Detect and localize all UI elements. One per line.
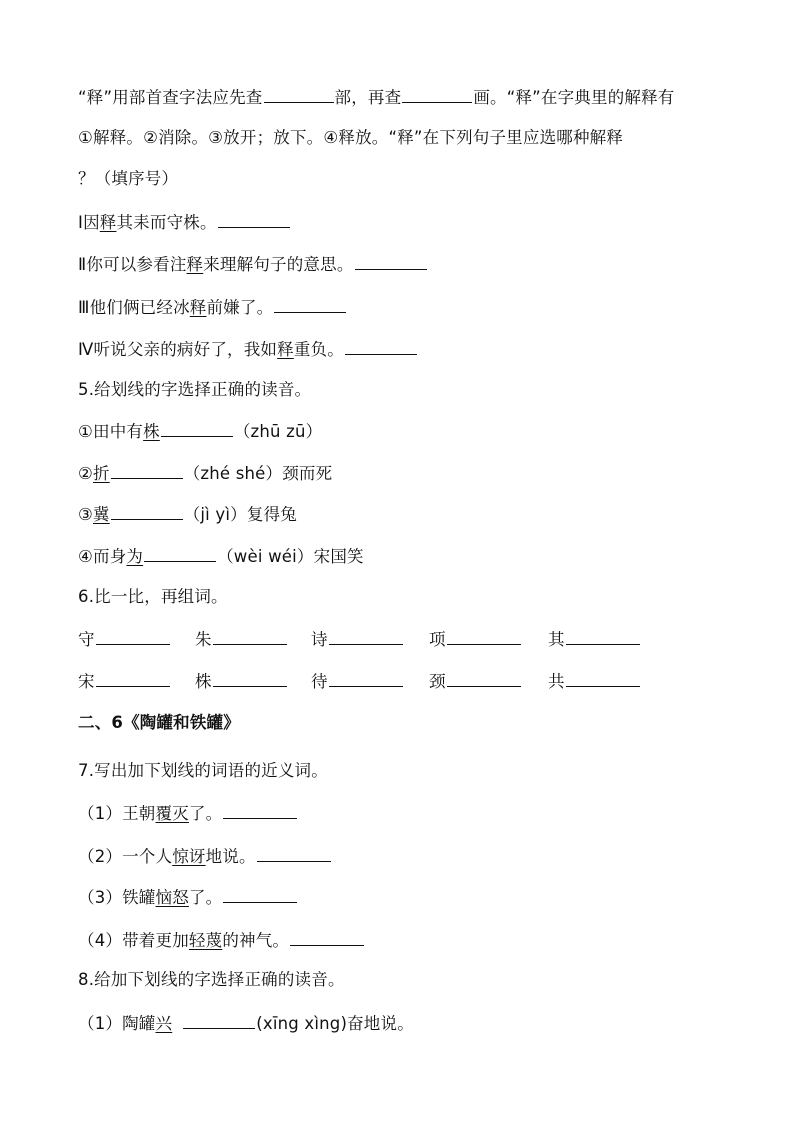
q6-word-blank[interactable] xyxy=(447,670,521,687)
q4-underlined-char: 释 xyxy=(99,213,117,232)
q5-underlined-char: 株 xyxy=(143,422,160,441)
q6-char: 朱 xyxy=(195,630,212,649)
q6-word-cell xyxy=(195,670,288,693)
q5-item-text: 颈而死 xyxy=(282,464,333,483)
q8-answer-blank[interactable] xyxy=(183,1012,255,1029)
q7-item-number: （2） xyxy=(78,847,123,866)
q6-char: 其 xyxy=(548,630,565,649)
q6-word-cell xyxy=(311,628,404,651)
q6-word-blank[interactable] xyxy=(329,670,403,687)
q6-char: 诗 xyxy=(311,630,328,649)
q5-item-text: 田中有 xyxy=(93,422,144,441)
q6-char: 待 xyxy=(311,672,328,691)
q4-item-1 xyxy=(78,211,291,234)
q5-answer-blank[interactable] xyxy=(111,503,183,520)
q6-word-cell xyxy=(548,628,641,651)
q7-item-1 xyxy=(78,802,298,825)
q8-item-text: 奋地说。 xyxy=(347,1014,414,1033)
q4-item-3 xyxy=(78,296,347,319)
q7-item-text: 王朝 xyxy=(122,804,156,823)
q5-underlined-char: 折 xyxy=(93,464,110,483)
q7-item-text: 一个人 xyxy=(122,847,173,866)
q6-word-cell xyxy=(429,628,522,651)
q4-item-number: Ⅱ xyxy=(78,255,87,274)
q6-word-cell xyxy=(78,628,171,651)
q6-word-blank[interactable] xyxy=(96,628,170,645)
q8-pinyin-options: (xīng xìng) xyxy=(256,1014,348,1033)
q7-item-text: 铁罐 xyxy=(122,888,156,907)
q7-item-number: （3） xyxy=(78,888,123,907)
q4-item-text: 来理解句子的意思。 xyxy=(203,255,354,274)
q4-blank-strokes[interactable] xyxy=(402,86,472,103)
q4-blank-radical[interactable] xyxy=(264,86,334,103)
q8-underlined-char: 兴 xyxy=(155,1014,173,1033)
q5-answer-blank[interactable] xyxy=(144,545,216,562)
q4-underlined-char: 释 xyxy=(189,298,207,317)
q6-word-cell xyxy=(311,670,404,693)
q5-item-text: 复得兔 xyxy=(246,505,297,524)
q7-item-text: 带着更加 xyxy=(122,931,189,950)
q6-word-blank[interactable] xyxy=(447,628,521,645)
q5-underlined-char: 冀 xyxy=(93,505,110,524)
q5-title: 5.给划线的字选择正确的读音。 xyxy=(78,380,312,399)
q4-answer-blank[interactable] xyxy=(345,338,417,355)
q6-title: 6.比一比，再组词。 xyxy=(78,587,228,606)
q5-answer-blank[interactable] xyxy=(161,420,233,437)
q5-item-4 xyxy=(78,545,364,568)
q4-item-text: 前嫌了。 xyxy=(206,298,274,317)
q5-pinyin-options: （jì yì） xyxy=(183,505,247,524)
q7-underlined-word: 轻蔑 xyxy=(188,931,223,950)
q4-intro-part3: 画。“释”在字典里的解释有 xyxy=(473,88,675,107)
q7-answer-blank[interactable] xyxy=(290,929,364,946)
q8-item-text: 陶罐 xyxy=(122,1014,156,1033)
q4-answer-blank[interactable] xyxy=(355,253,427,270)
q7-item-text: 了。 xyxy=(188,888,223,907)
q4-item-text: 你可以参看注 xyxy=(86,255,187,274)
q7-item-text: 了。 xyxy=(188,804,223,823)
q6-char: 项 xyxy=(429,630,446,649)
q7-item-text: 地说。 xyxy=(205,847,256,866)
q4-item-text: 因 xyxy=(83,213,100,232)
q4-meanings: ①解释。②消除。③放开；放下。④释放。“释”在下列句子里应选哪种解释 xyxy=(78,128,624,147)
q7-answer-blank[interactable] xyxy=(257,845,331,862)
q6-word-cell xyxy=(78,670,171,693)
q6-char: 共 xyxy=(548,672,565,691)
q5-item-number: ④ xyxy=(78,547,93,566)
q6-word-blank[interactable] xyxy=(566,670,640,687)
q6-char: 株 xyxy=(195,672,212,691)
q7-answer-blank[interactable] xyxy=(223,886,297,903)
q6-word-cell xyxy=(548,670,641,693)
q6-word-blank[interactable] xyxy=(96,670,170,687)
q5-pinyin-options: （wèi wéi） xyxy=(217,547,314,566)
q7-title: 7.写出加下划线的词语的近义词。 xyxy=(78,761,328,780)
q4-item-4 xyxy=(78,338,418,361)
q8-title: 8.给加下划线的字选择正确的读音。 xyxy=(78,970,345,989)
q5-pinyin-options: （zhé shé） xyxy=(183,464,283,483)
q4-item-text: 其耒而守株。 xyxy=(116,213,217,232)
q4-item-text: 重负。 xyxy=(293,340,344,359)
q4-item-number: Ⅲ xyxy=(78,298,90,317)
q5-item-text: 而身 xyxy=(93,547,127,566)
q5-answer-blank[interactable] xyxy=(111,462,183,479)
q5-item-text: 宋国笑 xyxy=(313,547,364,566)
q8-item-1 xyxy=(78,1012,414,1035)
q4-instruction: ？（填序号） xyxy=(78,169,179,188)
q4-underlined-char: 释 xyxy=(186,255,204,274)
q6-char: 颈 xyxy=(429,672,446,691)
q4-intro-part2: 部，再查 xyxy=(334,88,402,107)
q6-word-cell xyxy=(429,670,522,693)
q5-pinyin-options: （zhū zū） xyxy=(233,422,323,441)
q6-char: 宋 xyxy=(78,672,95,691)
q6-word-blank[interactable] xyxy=(566,628,640,645)
q7-item-4 xyxy=(78,929,365,952)
q5-item-1 xyxy=(78,420,322,443)
q6-word-cell xyxy=(195,628,288,651)
q5-item-number: ① xyxy=(78,422,93,441)
q7-item-number: （1） xyxy=(78,804,123,823)
section-2-title: 二、6《陶罐和铁罐》 xyxy=(78,713,240,732)
q5-item-number: ② xyxy=(78,464,93,483)
q6-word-blank[interactable] xyxy=(213,670,287,687)
q5-item-2 xyxy=(78,462,332,485)
q4-item-number: Ⅳ xyxy=(78,340,94,359)
q7-item-2 xyxy=(78,845,332,868)
q7-item-3 xyxy=(78,886,298,909)
q4-item-text: 他们俩已经冰 xyxy=(89,298,190,317)
q4-intro-part1: “释”用部首查字法应先查 xyxy=(78,88,263,107)
q5-underlined-char: 为 xyxy=(126,547,144,566)
q4-underlined-char: 释 xyxy=(277,340,294,359)
q4-item-2 xyxy=(78,253,428,276)
q7-underlined-word: 覆灭 xyxy=(155,804,189,823)
q7-underlined-word: 惊讶 xyxy=(172,847,206,866)
q4-item-text: 听说父亲的病好了，我如 xyxy=(93,340,278,359)
q6-char: 守 xyxy=(78,630,95,649)
q4-answer-blank[interactable] xyxy=(218,211,290,228)
q7-item-text: 的神气。 xyxy=(222,931,290,950)
q4-item-number: Ⅰ xyxy=(78,213,84,232)
q5-item-number: ③ xyxy=(78,505,93,524)
q6-word-blank[interactable] xyxy=(329,628,403,645)
q6-word-blank[interactable] xyxy=(213,628,287,645)
q4-answer-blank[interactable] xyxy=(274,296,346,313)
q7-underlined-word: 恼怒 xyxy=(155,888,189,907)
q7-answer-blank[interactable] xyxy=(223,802,297,819)
q7-item-number: （4） xyxy=(78,931,123,950)
q8-item-number: （1） xyxy=(78,1014,123,1033)
q5-item-3 xyxy=(78,503,297,526)
q4-intro-line xyxy=(78,86,718,109)
